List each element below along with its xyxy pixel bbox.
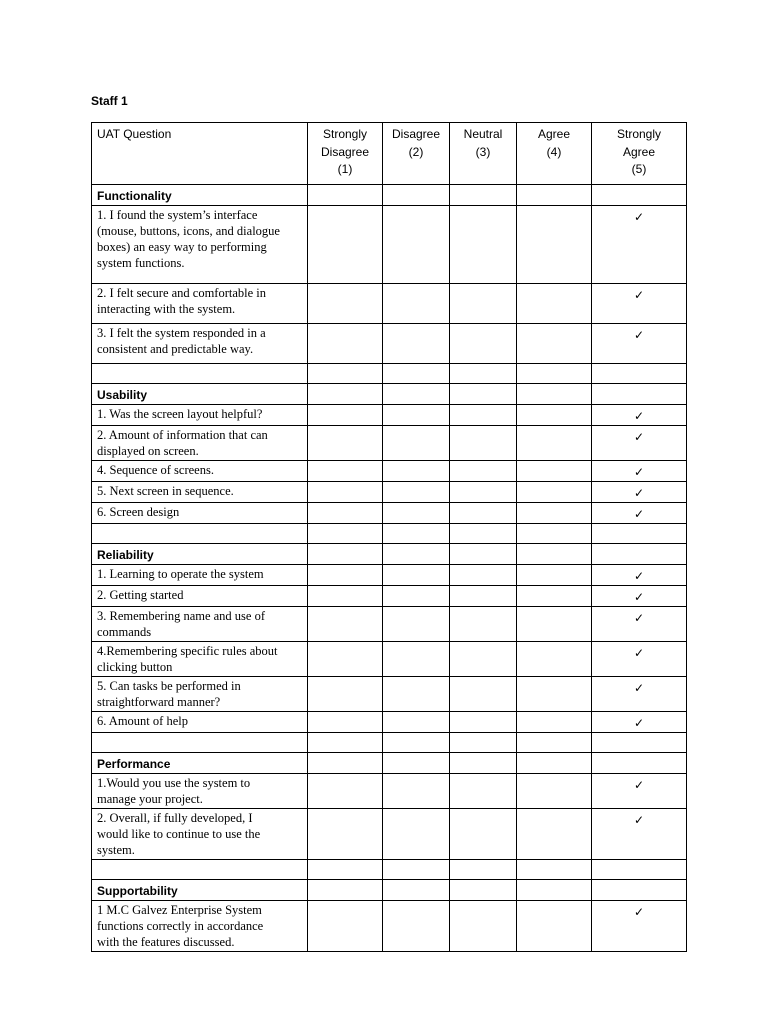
spacer-row [92,364,687,384]
section-row [92,384,687,405]
question-row [92,607,687,642]
rating-neutral [450,206,517,284]
question-line: 3. Remembering name and use of [97,609,266,623]
header-line: Neutral [463,127,503,141]
check-mark-icon: ✓ [633,210,645,224]
rating-strongly-disagree [308,809,383,860]
empty-cell [383,544,450,565]
question-line: 4.Remembering specific rules about [97,644,278,658]
rating-strongly-agree [592,426,687,461]
rating-disagree [383,284,450,324]
empty-cell [308,753,383,774]
question-row [92,712,687,733]
rating-neutral [450,809,517,860]
rating-disagree [383,206,450,284]
empty-cell [592,544,687,565]
page-title: Staff 1 [91,94,128,108]
check-mark-icon: ✓ [633,288,645,302]
question-line: system functions. [97,256,185,270]
empty-cell [92,733,308,753]
rating-agree [517,677,592,712]
header-line: Disagree [320,144,370,159]
empty-cell [592,733,687,753]
rating-strongly-disagree [308,284,383,324]
empty-cell [450,860,517,880]
rating-neutral [450,503,517,524]
rating-strongly-disagree [308,461,383,482]
spacer-row [92,733,687,753]
rating-neutral [450,901,517,952]
check-mark-icon: ✓ [633,507,645,521]
question-line: 1 M.C Galvez Enterprise System [97,903,262,917]
empty-cell [450,753,517,774]
check-mark-icon: ✓ [633,486,645,500]
rating-agree [517,586,592,607]
question-line: commands [97,625,152,639]
section-row [92,753,687,774]
header-line: (1) [337,162,353,176]
question-line: 5. Can tasks be performed in [97,679,241,693]
rating-strongly-agree [592,565,687,586]
question-line: 1.Would you use the system to [97,776,251,790]
rating-neutral [450,642,517,677]
header-line: (2) [408,144,424,159]
empty-cell [517,733,592,753]
rating-strongly-agree [592,712,687,733]
question-line: clicking button [97,660,173,674]
rating-strongly-disagree [308,901,383,952]
question-line: 6. Screen design [97,505,180,519]
question-line: 6. Amount of help [97,714,188,728]
rating-neutral [450,324,517,364]
rating-strongly-disagree [308,405,383,426]
question-text [92,284,308,324]
empty-cell [450,733,517,753]
rating-strongly-agree [592,206,687,284]
question-text [92,405,308,426]
check-mark-icon: ✓ [633,409,645,423]
header-line: Agree [622,144,656,159]
rating-strongly-agree [592,901,687,952]
empty-cell [308,384,383,405]
rating-neutral [450,607,517,642]
question-row [92,324,687,364]
rating-strongly-disagree [308,642,383,677]
rating-neutral [450,461,517,482]
question-text [92,482,308,503]
rating-disagree [383,426,450,461]
rating-strongly-disagree [308,503,383,524]
question-line: interacting with the system. [97,302,236,316]
question-line: 2. Overall, if fully developed, I [97,811,253,825]
rating-strongly-agree [592,774,687,809]
section-row [92,185,687,206]
empty-cell [450,384,517,405]
rating-strongly-disagree [308,677,383,712]
question-line: 2. Getting started [97,588,184,602]
rating-strongly-agree [592,809,687,860]
section-row [92,544,687,565]
rating-strongly-agree [592,482,687,503]
section-title: Functionality [92,185,308,206]
section-row [92,880,687,901]
rating-strongly-agree [592,461,687,482]
empty-cell [383,753,450,774]
rating-neutral [450,565,517,586]
section-title: Performance [92,753,308,774]
rating-strongly-agree [592,642,687,677]
rating-strongly-agree [592,677,687,712]
empty-cell [92,364,308,384]
rating-disagree [383,503,450,524]
empty-cell [383,524,450,544]
rating-strongly-agree [592,324,687,364]
empty-cell [308,880,383,901]
rating-agree [517,774,592,809]
question-line: functions correctly in accordance [97,919,264,933]
empty-cell [383,185,450,206]
rating-agree [517,642,592,677]
header-line: Strongly [616,127,662,141]
question-text [92,324,308,364]
rating-strongly-agree [592,503,687,524]
rating-disagree [383,586,450,607]
rating-agree [517,565,592,586]
empty-cell [450,524,517,544]
question-line: 3. I felt the system responded in a [97,326,266,340]
question-text [92,642,308,677]
header-line: (4) [546,144,562,159]
question-text [92,565,308,586]
rating-strongly-disagree [308,565,383,586]
empty-cell [517,544,592,565]
question-line: would like to continue to use the [97,827,261,841]
rating-neutral [450,405,517,426]
rating-neutral [450,482,517,503]
empty-cell [450,544,517,565]
section-title: Supportability [92,880,308,901]
rating-strongly-agree [592,586,687,607]
header-neutral [450,123,517,185]
rating-strongly-disagree [308,206,383,284]
question-text [92,901,308,952]
question-row [92,206,687,284]
empty-cell [592,185,687,206]
question-line: straightforward manner? [97,695,221,709]
empty-cell [450,364,517,384]
uat-table-body [92,123,687,952]
question-line: displayed on screen. [97,444,199,458]
rating-strongly-agree [592,607,687,642]
empty-cell [308,544,383,565]
empty-cell [517,753,592,774]
header-line: Strongly [322,127,368,141]
empty-cell [383,384,450,405]
question-row [92,284,687,324]
check-mark-icon: ✓ [633,465,645,479]
rating-agree [517,607,592,642]
check-mark-icon: ✓ [633,590,645,604]
check-mark-icon: ✓ [633,430,645,444]
question-text [92,586,308,607]
check-mark-icon: ✓ [633,778,645,792]
rating-strongly-disagree [308,586,383,607]
rating-disagree [383,809,450,860]
check-mark-icon: ✓ [633,681,645,695]
rating-strongly-agree [592,405,687,426]
question-line: (mouse, buttons, icons, and dialogue [97,224,280,238]
rating-agree [517,284,592,324]
empty-cell [450,185,517,206]
rating-disagree [383,901,450,952]
rating-disagree [383,461,450,482]
rating-disagree [383,405,450,426]
rating-agree [517,901,592,952]
question-line: 1. Learning to operate the system [97,567,264,581]
rating-neutral [450,426,517,461]
rating-disagree [383,712,450,733]
rating-agree [517,482,592,503]
rating-agree [517,809,592,860]
question-line: 5. Next screen in sequence. [97,484,234,498]
question-row [92,809,687,860]
question-line: manage your project. [97,792,203,806]
question-row [92,503,687,524]
empty-cell [308,860,383,880]
check-mark-icon: ✓ [633,646,645,660]
check-mark-icon: ✓ [633,328,645,342]
header-uat-question: UAT Question [92,123,308,185]
uat-table [91,122,687,952]
question-row [92,426,687,461]
rating-neutral [450,774,517,809]
check-mark-icon: ✓ [633,813,645,827]
empty-cell [517,384,592,405]
empty-cell [308,185,383,206]
question-text [92,503,308,524]
rating-disagree [383,774,450,809]
empty-cell [592,860,687,880]
question-row [92,461,687,482]
rating-neutral [450,712,517,733]
empty-cell [592,364,687,384]
rating-strongly-disagree [308,712,383,733]
rating-disagree [383,565,450,586]
rating-disagree [383,677,450,712]
question-line: 4. Sequence of screens. [97,463,214,477]
question-text [92,677,308,712]
empty-cell [92,860,308,880]
spacer-row [92,524,687,544]
rating-agree [517,503,592,524]
question-text [92,426,308,461]
empty-cell [383,880,450,901]
header-strongly-agree [592,123,687,185]
check-mark-icon: ✓ [633,569,645,583]
rating-agree [517,324,592,364]
section-title: Usability [92,384,308,405]
question-line: consistent and predictable way. [97,342,254,356]
rating-neutral [450,677,517,712]
header-agree [517,123,592,185]
question-row [92,565,687,586]
empty-cell [592,384,687,405]
rating-agree [517,206,592,284]
question-row [92,774,687,809]
empty-cell [450,880,517,901]
rating-strongly-disagree [308,607,383,642]
rating-strongly-agree [592,284,687,324]
rating-strongly-disagree [308,774,383,809]
question-line: 2. Amount of information that can [97,428,268,442]
empty-cell [383,364,450,384]
question-text [92,206,308,284]
question-text [92,809,308,860]
question-text [92,712,308,733]
question-text [92,774,308,809]
empty-cell [308,733,383,753]
header-strongly-disagree [308,123,383,185]
question-line: boxes) an easy way to performing [97,240,267,254]
question-row [92,405,687,426]
empty-cell [517,860,592,880]
rating-agree [517,712,592,733]
question-row [92,642,687,677]
question-line: 2. I felt secure and comfortable in [97,286,267,300]
empty-cell [383,733,450,753]
question-row [92,677,687,712]
empty-cell [592,880,687,901]
question-text [92,607,308,642]
header-line: Disagree [391,127,441,141]
rating-disagree [383,324,450,364]
rating-agree [517,426,592,461]
rating-disagree [383,607,450,642]
check-mark-icon: ✓ [633,611,645,625]
empty-cell [517,524,592,544]
rating-agree [517,461,592,482]
check-mark-icon: ✓ [633,905,645,919]
header-line: Agree [537,127,571,141]
empty-cell [308,364,383,384]
rating-agree [517,405,592,426]
question-row [92,586,687,607]
rating-disagree [383,482,450,503]
rating-disagree [383,642,450,677]
question-row [92,482,687,503]
empty-cell [592,753,687,774]
empty-cell [308,524,383,544]
check-mark-icon: ✓ [633,716,645,730]
question-line: 1. Was the screen layout helpful? [97,407,263,421]
header-disagree [383,123,450,185]
rating-strongly-disagree [308,482,383,503]
rating-strongly-disagree [308,324,383,364]
question-line: 1. I found the system’s interface [97,208,258,222]
question-row [92,901,687,952]
rating-neutral [450,284,517,324]
rating-strongly-disagree [308,426,383,461]
spacer-row [92,860,687,880]
empty-cell [592,524,687,544]
empty-cell [383,860,450,880]
header-line: (5) [631,162,647,176]
section-title: Reliability [92,544,308,565]
header-line: (3) [475,144,491,159]
empty-cell [92,524,308,544]
question-line: system. [97,843,135,857]
empty-cell [517,364,592,384]
question-text [92,461,308,482]
header-row [92,123,687,185]
empty-cell [517,880,592,901]
question-line: with the features discussed. [97,935,235,949]
rating-neutral [450,586,517,607]
empty-cell [517,185,592,206]
